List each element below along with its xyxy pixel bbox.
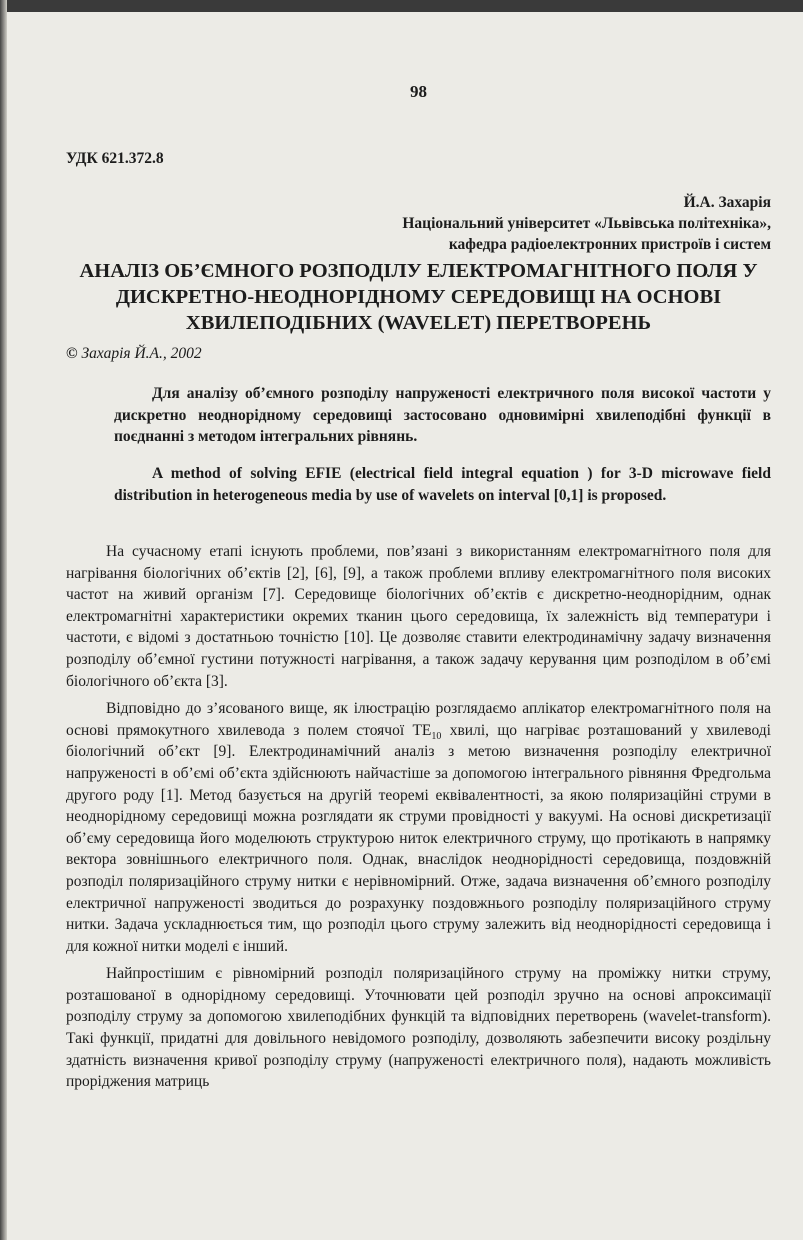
udc-code: УДК 621.372.8 (66, 150, 164, 167)
paragraph-3: Найпростішим є рівномірний розподіл поляризаційного струму на проміжку нитки струму, розташованої в однорідному середовищі. Уточнювати цей розподіл зручно на основі апроксимації розподілу струму за допомогою хвилеподібних функцій та відповідних перетворень (wavelet-transform). Такі функції, придатні для довільного невідомого розподілу, дозволяють забезпечити високу роздільну здатність визначення кривої розподілу струму (напруженості електричного поля), надають можливість проріджения матриць (66, 965, 771, 1091)
copyright-symbol: © (66, 345, 78, 362)
paragraph-2-start: Відповідно до з’ясованого вище, як ілюстрацію розглядаємо аплікатор електромагнітного поля на основі прямокутного хвилевода з полем стоячої TE (66, 700, 771, 739)
copyright-line (66, 345, 202, 363)
paragraph-2 (66, 698, 771, 957)
paragraph-2-rest: хвилі, що нагріває розташований у хвилеводі біологічний об’єкт [9]. Електродинамічний аналіз з метою визначення розподілу електричної напруженості в об’ємі об’єкта здійснюють найчастіше за допомогою інтегрального рівняння Фредгольма другого роду [1]. Метод базується на другій теоремі еквівалентності, за якою поляризаційні струми в неоднорідному середовищі можна розглядати як струми провідності у вакуумі. На основі дискретизації об’єму середовища його моделюють структурою ниток електричного струму, що протікають в напрямку вектора зовнішнього електричного поля. Однак, внаслідок неоднорідності середовища, поздовжній розподіл поляризаційного струму нитки є нерівномірний. Отже, задача визначення об’ємного розподілу електричної напруженості зводиться до розрахунку поздовжнього розподілу поляризаційного струму нитки. Задача ускладнюється тим, що розподіл цього струму залежить від неоднорідності середовища і для кожної нитки моделі є інший. (66, 721, 771, 955)
abstract-ukrainian: Для аналізу об’ємного розподілу напруженості електричного поля високої частоти у дискретно неоднорідному середовищі застосовано одновимірні хвилеподібні функції в поєднанні з методом інтегральних рівнянь. (114, 385, 771, 445)
author-name: Й.А. Захарія (683, 194, 771, 211)
body-text (66, 541, 771, 1099)
scan-left-edge (0, 0, 7, 1240)
copyright-text: Захарія Й.А., 2002 (81, 345, 202, 362)
page-number: 98 (410, 82, 427, 101)
paper-title (66, 258, 771, 336)
affiliation-line-2: кафедра радіоелектронних пристроїв і систем (448, 236, 771, 253)
title-line-1: АНАЛІЗ ОБ’ЄМНОГО РОЗПОДІЛУ ЕЛЕКТРОМАГНІТНОГО ПОЛЯ У (79, 260, 758, 282)
paragraph-1: На сучасному етапі існують проблеми, пов’язані з використанням електромагнітного поля для нагрівання біологічних об’єктів [2], [6], [9], а також проблеми впливу електромагнітного поля високих частот на живий організм [7]. Середовище біологічних об’єктів є дискретно-неоднорідним, однак електромагнітні характеристики окремих тканин цього середовища, їх залежність від температури і частоти, є відомі з достатньою точністю [10]. Це дозволяє ставити електродинамічну задачу визначення розподілу об’ємної густини потужності нагрівання, а також задачу керування цим розподілом в об’ємі біологічного об’єкта [3]. (66, 543, 771, 690)
title-line-2: ДИСКРЕТНО-НЕОДНОРІДНОМУ СЕРЕДОВИЩІ НА ОСНОВІ (115, 286, 722, 308)
title-line-3: ХВИЛЕПОДІБНИХ (WAVELET) ПЕРЕТВОРЕНЬ (185, 312, 652, 334)
author-block (171, 192, 771, 255)
abstract-english: A method of solving EFIE (electrical field integral equation ) for 3-D microwave field distribution in heterogeneous media by use of wavelets on interval [0,1] is proposed. (114, 465, 771, 504)
affiliation-line-1: Національний університет «Львівська політехніка», (402, 215, 771, 232)
scan-top-edge (0, 0, 803, 12)
te-mode-subscript: 10 (431, 730, 442, 742)
